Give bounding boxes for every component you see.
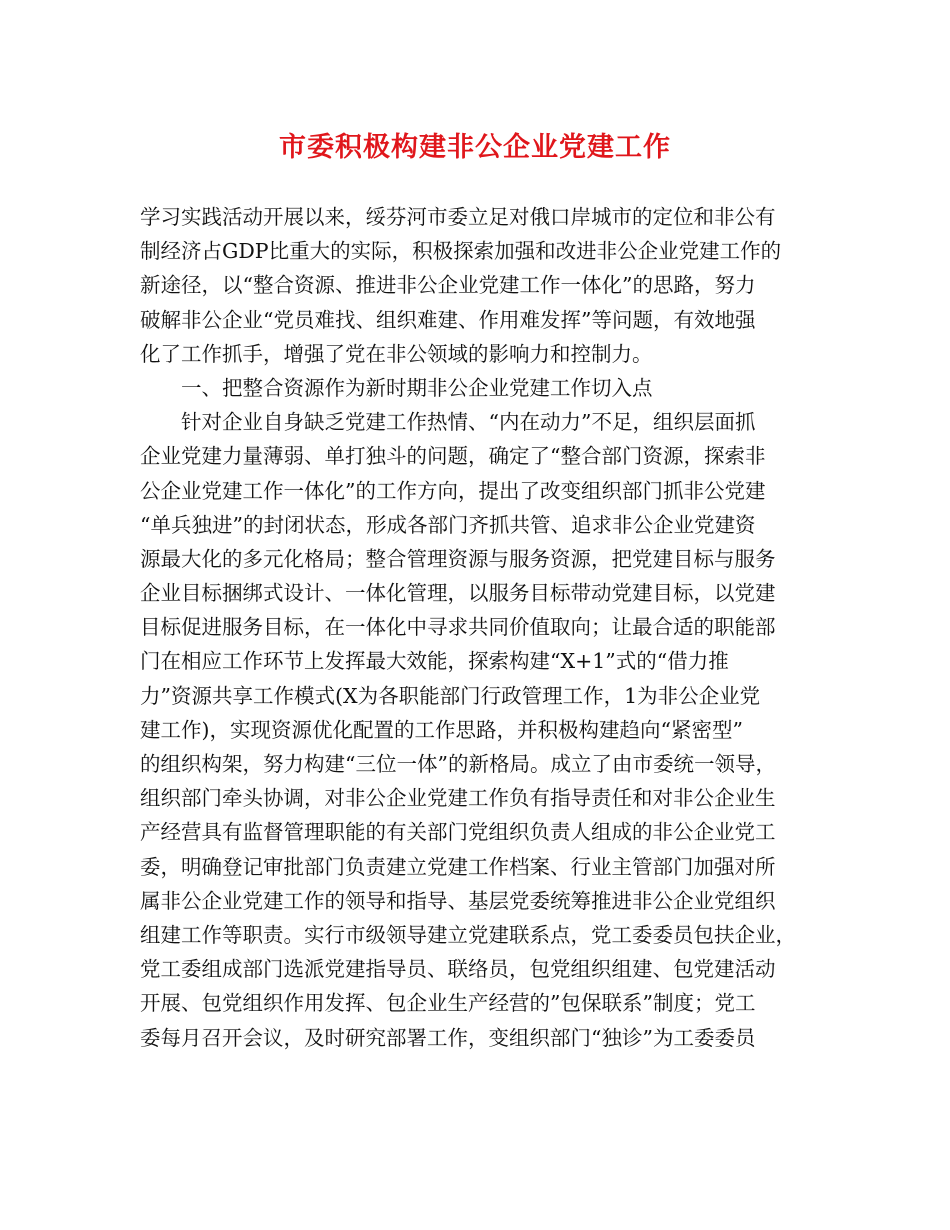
text-line: 门在相应工作环节上发挥最大效能，探索构建“X+1”式的“借力推 <box>140 649 729 674</box>
text-line: 化了工作抓手，增强了党在非公领域的影响力和控制力。 <box>140 341 653 366</box>
text-line: 委，明确登记审批部门负责建立党建工作档案、行业主管部门加强对所 <box>140 854 776 879</box>
text-line: 组建工作等职责。实行市级领导建立党建联系点，党工委委员包扶企业， <box>140 922 796 947</box>
text-line: 新途径，以“整合资源、推进非公企业党建工作一体化”的思路，努力 <box>140 273 756 298</box>
text-line: “单兵独进”的封闭状态，形成各部门齐抓共管、追求非公企业党建资 <box>140 512 756 537</box>
document-body <box>140 200 820 1055</box>
text-line: 源最大化的多元化格局；整合管理资源与服务资源，把党建目标与服务 <box>140 546 776 571</box>
text-line: 学习实践活动开展以来，绥芬河市委立足对俄口岸城市的定位和非公有 <box>140 205 776 229</box>
text-line: 产经营具有监督管理职能的有关部门党组织负责人组成的非公企业党工 <box>140 820 776 845</box>
text-line: 制经济占GDP比重大的实际，积极探索加强和改进非公企业党建工作的 <box>140 239 782 264</box>
text-line: 党工委组成部门选派党建指导员、联络员，包党组织组建、包党建活动 <box>140 957 776 982</box>
text-line: 组织部门牵头协调，对非公企业党建工作负有指导责任和对非公企业生 <box>140 786 776 811</box>
text-line: 公企业党建工作一体化”的工作方向，提出了改变组织部门抓非公党建 <box>140 478 766 503</box>
document-title: 市委积极构建非公企业党建工作 <box>279 132 671 163</box>
text-line: 目标促进服务目标，在一体化中寻求共同价值取向；让最合适的职能部 <box>140 615 776 640</box>
text-line: 建工作)，实现资源优化配置的工作思路，并积极构建趋向“紧密型” <box>140 717 743 742</box>
text-line: 一、把整合资源作为新时期非公企业党建工作切入点 <box>181 375 653 400</box>
text-line: 企业目标捆绑式设计、一体化管理，以服务目标带动党建目标，以党建 <box>140 581 776 606</box>
text-line: 力”资源共享工作模式(X为各职能部门行政管理工作，1为非公企业党 <box>140 683 761 708</box>
text-line: 针对企业自身缺乏党建工作热情、“内在动力”不足，组织层面抓 <box>181 410 756 435</box>
text-line: 的组织构架，努力构建“三位一体”的新格局。成立了由市委统一领导， <box>140 752 776 776</box>
text-line: 企业党建力量薄弱、单打独斗的问题，确定了“整合部门资源，探索非 <box>140 444 766 469</box>
text-line: 破解非公企业“党员难找、组织难建、作用难发挥”等问题，有效地强 <box>140 307 756 332</box>
text-line: 委每月召开会议，及时研究部署工作，变组织部门“独诊”为工委委员 <box>140 1025 756 1050</box>
text-line: 开展、包党组织作用发挥、包企业生产经营的”包保联系”制度；党工 <box>140 991 756 1016</box>
text-line: 属非公企业党建工作的领导和指导、基层党委统筹推进非公企业党组织 <box>140 888 776 913</box>
